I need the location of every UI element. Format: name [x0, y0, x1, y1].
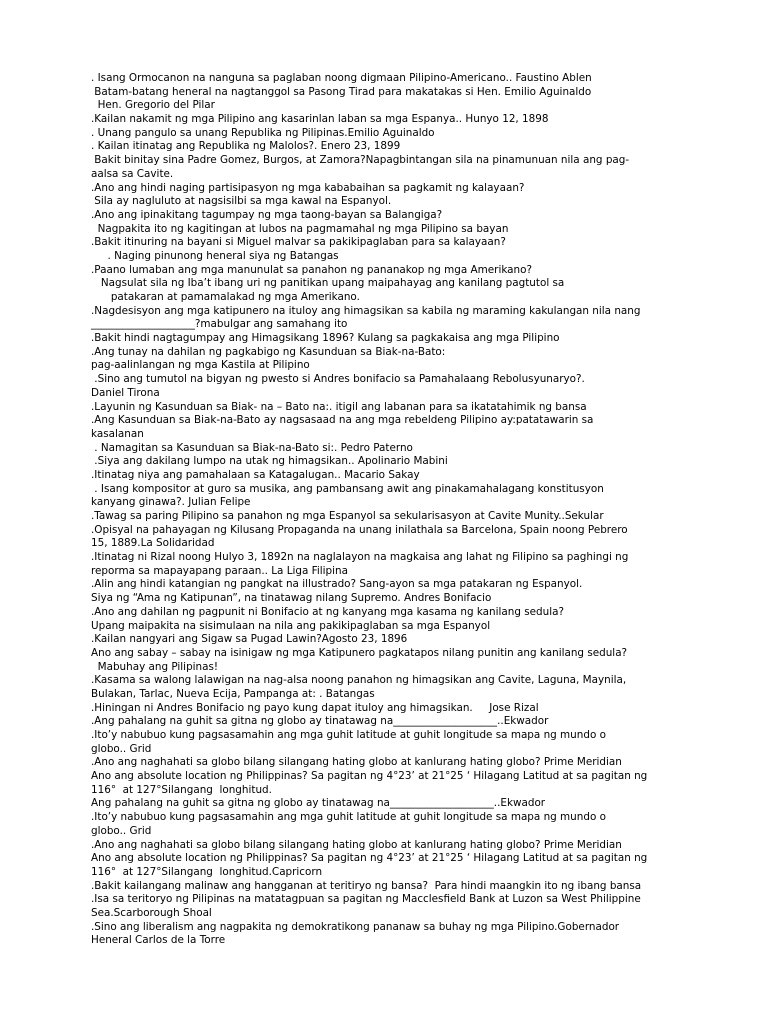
text-line: kanyang ginawa?. Julian Felipe — [91, 496, 251, 509]
text-line: . Isang kompositor at guro sa musika, ang pambansang awit ang pinakamahalagang konstitusyon — [91, 482, 604, 495]
document-page — [91, 72, 721, 948]
text-line: Heneral Carlos de la Torre — [91, 934, 226, 947]
text-line: .Ito’y nabubuo kung pagsasamahin ang mga guhit latitude at guhit longitude sa mapa ng mundo o — [91, 729, 606, 741]
text-line: Daniel Tirona — [91, 386, 160, 399]
text-line: .Siya ang dakilang lumpo na utak ng himagsikan.. Apolinario Mabini — [91, 455, 448, 468]
text-line: .Kailan nangyari ang Sigaw sa Pugad Lawin?Agosto 23, 1896 — [91, 633, 408, 646]
text-line: .Isa sa teritoryo ng Pilipinas na matatagpuan sa pagitan ng Macclesfield Bank at Luzon sa West Philippine — [91, 893, 641, 906]
text-line: .Layunin ng Kasunduan sa Biak- na – Bato na:. itigil ang labanan para sa ikatatahimik ng bansa — [91, 400, 587, 413]
text-line: Sila ay nagluluto at nagsisilbi sa mga kawal na Espanyol. — [91, 195, 392, 208]
text-line: .Ito’y nabubuo kung pagsasamahin ang mga guhit latitude at guhit longitude sa mapa ng mundo o — [91, 811, 606, 824]
text-line: Bulakan, Tarlac, Nueva Ecija, Pampanga at: . Batangas — [91, 687, 375, 700]
text-line: Ang pahalang na guhit sa gitna ng globo ay tinatawag na____________________..Ekwador — [91, 797, 546, 810]
text-line: Ano ang absolute location ng Philippinas? Sa pagitan ng 4°23’ at 21°25 ‘ Hilagang Latitud at sa pagitan ng — [91, 852, 648, 865]
text-line: globo.. Grid — [91, 742, 152, 755]
text-line: .Sino ang liberalism ang nagpakita ng demokratikong pananaw sa buhay ng mga Pilipino.Gobernador — [91, 920, 620, 933]
text-line: . Isang Ormocanon na nanguna sa paglaban noong digmaan Pilipino-Americano.. Faustino Ablen — [91, 72, 592, 84]
text-line: .Alin ang hindi katangian ng pangkat na illustrado? Sang-ayon sa mga patakaran ng Espanyol. — [91, 578, 583, 591]
text-line: .Ang tunay na dahilan ng pagkabigo ng Kasunduan sa Biak-na-Bato: — [91, 345, 446, 358]
text-line: pag-aalinlangan ng mga Kastila at Pilipino — [91, 359, 310, 372]
text-line: .Bakit hindi nagtagumpay ang Himagsikang 1896? Kulang sa pagkakaisa ang mga Pilipino — [91, 332, 560, 345]
text-line: . Naging pinunong heneral siya ng Batangas — [91, 249, 339, 262]
text-line: Sea.Scarborough Shoal — [91, 906, 212, 919]
text-line: kasalanan — [91, 427, 144, 440]
text-line: . Kailan itinatag ang Republika ng Malolos?. Enero 23, 1899 — [91, 140, 401, 153]
text-line: Siya ng “Ama ng Katipunan”, na tinatawag nilang Supremo. Andres Bonifacio — [91, 592, 492, 605]
text-line: Nagpakita ito ng kagitingan at lubos na pagmamahal ng mga Pilipino sa bayan — [91, 222, 509, 235]
text-line: .Ano ang naghahati sa globo bilang silangang hating globo at kanlurang hating globo? Prime Meridian — [91, 756, 622, 769]
text-line: . Unang pangulo sa unang Republika ng Pilipinas.Emilio Aguinaldo — [91, 126, 435, 139]
text-line: 116° at 127°Silangang longhitud. — [91, 783, 272, 796]
text-line: .Ang Kasunduan sa Biak-na-Bato ay nagsasaad na ang mga rebeldeng Pilipino ay:patatawarin sa — [91, 414, 594, 427]
text-line: .Sino ang tumutol na bigyan ng pwesto si Andres bonifacio sa Pamahalaang Rebolusyunaryo?. — [91, 373, 585, 386]
text-line: .Ano ang ipinakitang tagumpay ng mga taong-bayan sa Balangiga? — [91, 208, 443, 221]
text-line: 15, 1889.La Solidaridad — [91, 537, 215, 550]
text-line: .Paano lumaban ang mga manunulat sa panahon ng pananakop ng mga Amerikano? — [91, 263, 532, 276]
text-line: Hen. Gregorio del Pilar — [91, 99, 215, 112]
text-line: ____________________?mabulgar ang samahang ito — [91, 318, 348, 331]
text-line: .Bakit itinuring na bayani si Miguel malvar sa pakikipaglaban para sa kalayaan? — [91, 236, 506, 249]
text-line: Batam-batang heneral na nagtanggol sa Pasong Tirad para makatakas si Hen. Emilio Aguinaldo — [91, 85, 592, 98]
text-line: .Hiningan ni Andres Bonifacio ng payo kung dapat ituloy ang himagsikan. Jose Rizal — [91, 701, 539, 714]
text-line: Upang maipakita na sisimulaan na nila ang pakikipaglaban sa mga Espanyol — [91, 619, 491, 632]
text-line: Ano ang sabay – sabay na isinigaw ng mga Katipunero pagkatapos nilang punitin ang kanilang sedula? — [91, 646, 628, 659]
text-line: .Ano ang naghahati sa globo bilang silangang hating globo at kanlurang hating globo? Prime Meridian — [91, 838, 622, 851]
text-line: Mabuhay ang Pilipinas! — [91, 660, 219, 673]
text-line: .Bakit kailangang malinaw ang hangganan at teritiryo ng bansa? Para hindi maangkin ito ng ibang bansa — [91, 879, 642, 892]
text-line: Ano ang absolute location ng Philippinas? Sa pagitan ng 4°23’ at 21°25 ‘ Hilagang Latitud at sa pagitan ng — [91, 770, 648, 783]
text-line: aalsa sa Cavite. — [91, 167, 174, 180]
text-line: .Ang pahalang na guhit sa gitna ng globo ay tinatawag na____________________..Ekwador — [91, 715, 549, 728]
text-line: .Opisyal na pahayagan ng Kilusang Propaganda na unang inilathala sa Barcelona, Spain noong Pebrero — [91, 523, 628, 536]
text-line: .Itinatag niya ang pamahalaan sa Katagalugan.. Macario Sakay — [91, 468, 420, 481]
text-line: patakaran at pamamalakad ng mga Amerikano. — [91, 291, 360, 303]
text-line: .Nagdesisyon ang mga katipunero na ituloy ang himagsikan sa kabila ng maraming kakulangan nila nang — [91, 304, 641, 317]
text-line: .Kailan nakamit ng mga Pilipino ang kasarinlan laban sa mga Espanya.. Hunyo 12, 1898 — [91, 113, 549, 126]
text-line: .Ano ang dahilan ng pagpunit ni Bonifacio at ng kanyang mga kasama ng kanilang sedula? — [91, 605, 565, 618]
text-line: Bakit binitay sina Padre Gomez, Burgos, at Zamora?Napagbintangan sila na pinamunuan nila ang pag- — [91, 154, 630, 167]
text-line: globo.. Grid — [91, 824, 152, 837]
text-line: reporma sa mapayapang paraan.. La Liga Filipina — [91, 564, 348, 577]
text-line: .Ano ang hindi naging partisipasyon ng mga kababaihan sa pagkamit ng kalayaan? — [91, 181, 525, 194]
text-line: .Kasama sa walong lalawigan na nag-alsa noong panahon ng himagsikan ang Cavite, Laguna, Maynila, — [91, 674, 627, 687]
text-line: .Tawag sa paring Pilipino sa panahon ng mga Espanyol sa sekularisasyon at Cavite Munity..Sekular — [91, 510, 604, 522]
text-line: 116° at 127°Silangang longhitud.Capricorn — [91, 865, 323, 878]
text-line: Nagsulat sila ng Iba’t ibang uri ng panitikan upang maipahayag ang kanilang pagtutol sa — [91, 277, 565, 290]
text-line: .Itinatag ni Rizal noong Hulyo 3, 1892n na naglalayon na magkaisa ang lahat ng Filipino sa paghingi ng — [91, 551, 629, 564]
text-line: . Namagitan sa Kasunduan sa Biak-na-Bato si:. Pedro Paterno — [91, 441, 413, 454]
